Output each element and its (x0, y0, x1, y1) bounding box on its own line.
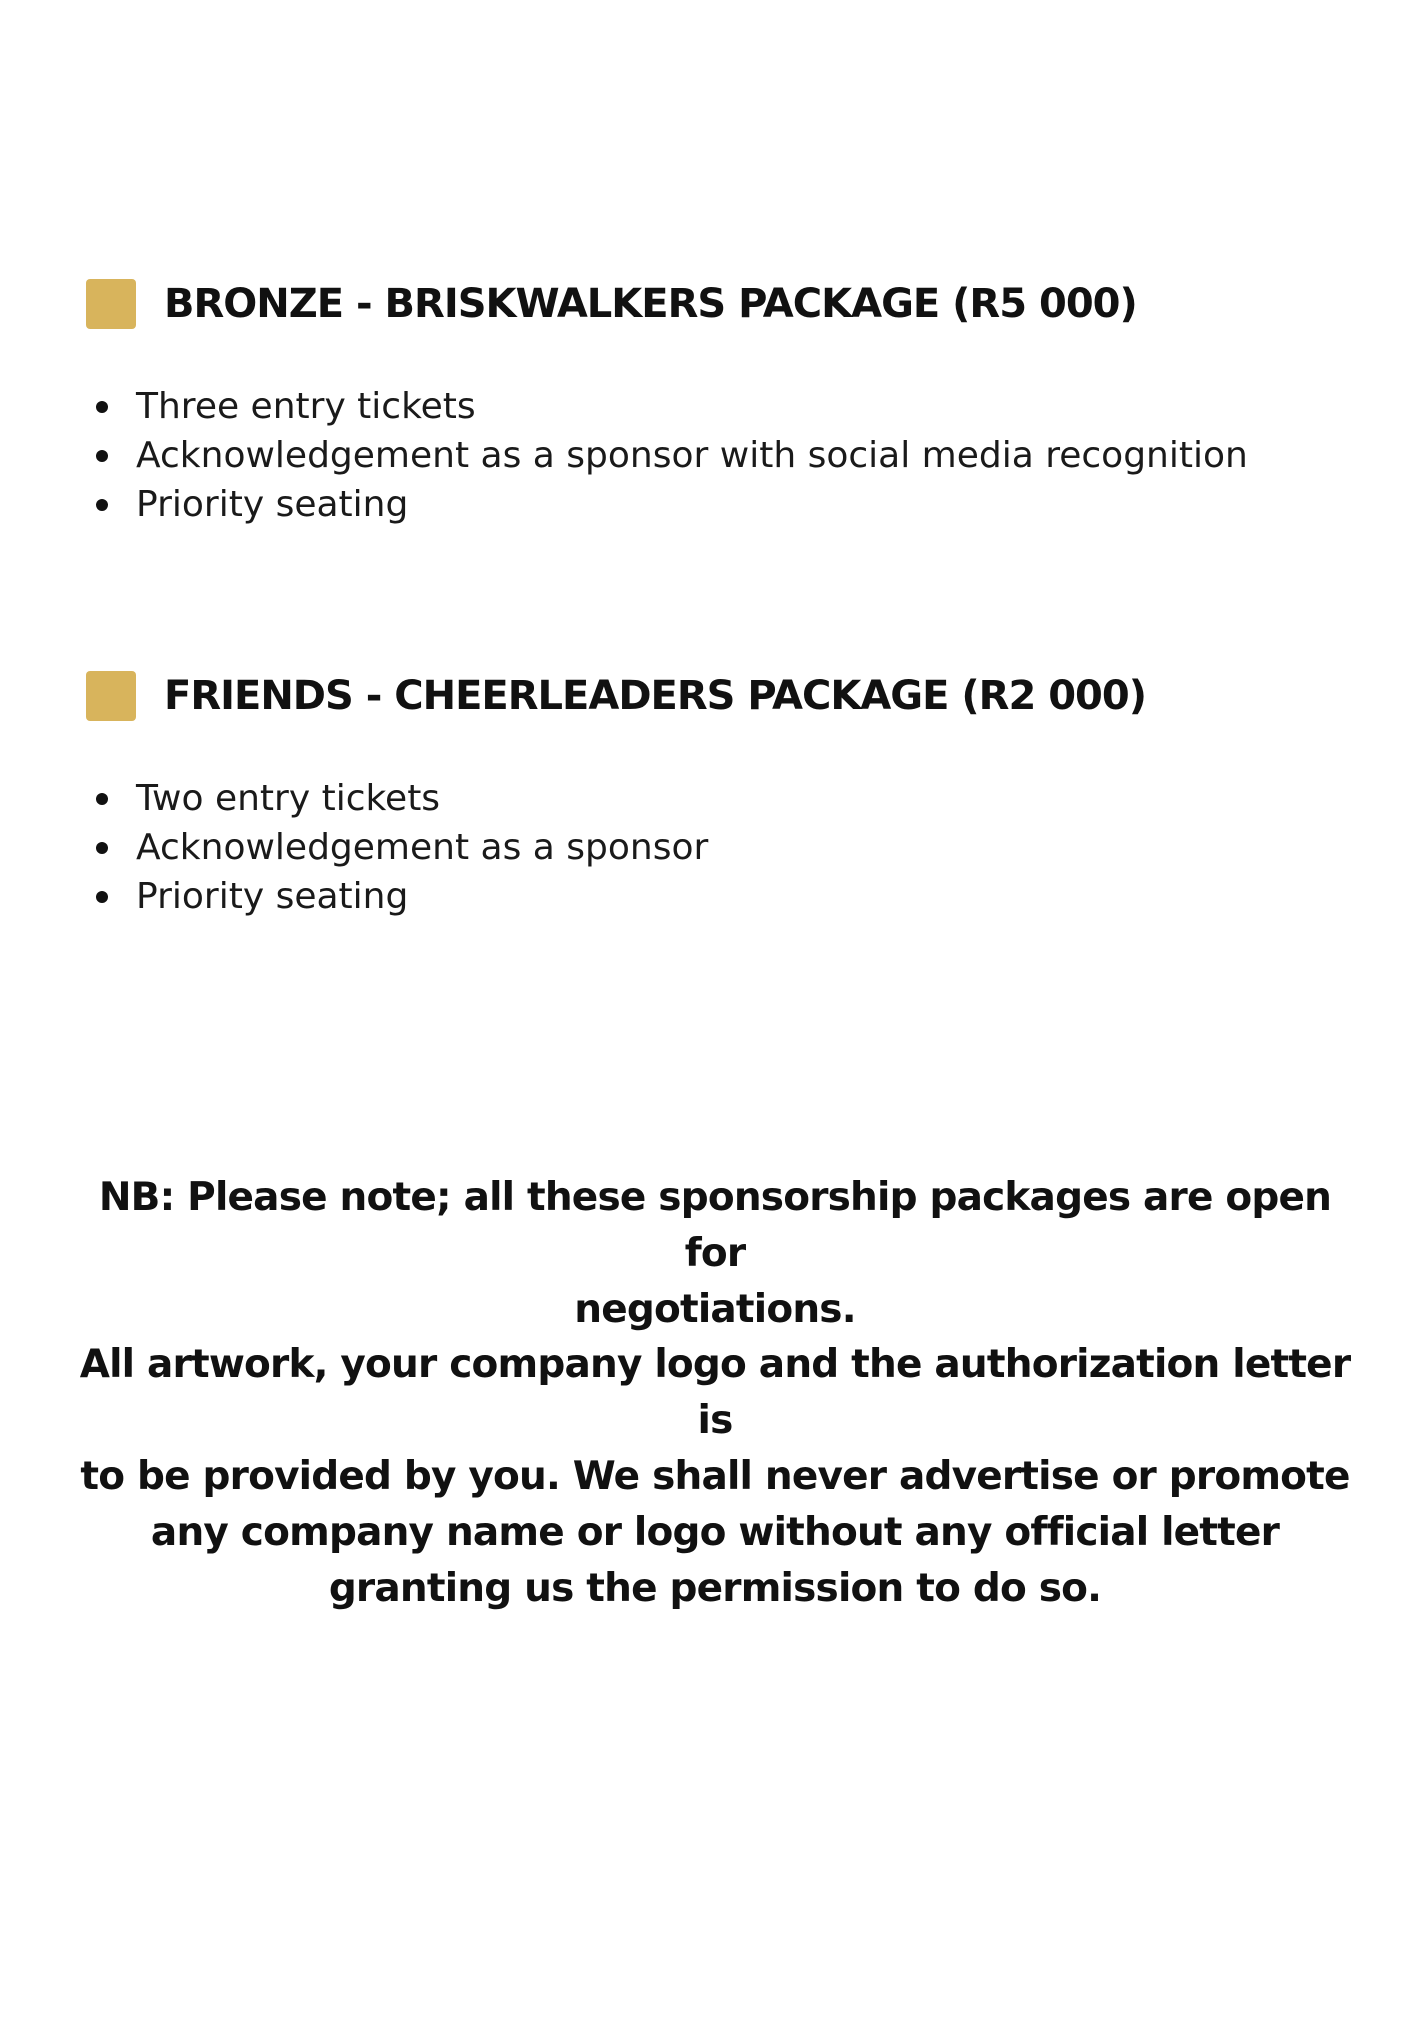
negotiation-note (70, 1170, 1360, 1338)
bronze-square-icon (86, 279, 136, 329)
bronze-benefits-list (86, 382, 1336, 529)
list-item (86, 823, 1336, 872)
note-line: any company name or logo without any official letter (150, 1510, 1280, 1555)
note-line: NB: Please note; all these sponsorship packages are open for (98, 1175, 1332, 1276)
friends-square-icon (86, 671, 136, 721)
bronze-package-title: BRONZE - BRISKWALKERS PACKAGE (R5 000) (164, 281, 1137, 327)
list-item (86, 431, 1336, 480)
benefit-text: Priority seating (136, 876, 409, 917)
list-item (86, 382, 1336, 431)
note-line: granting us the permission to do so. (328, 1566, 1102, 1611)
note-line: negotiations. (574, 1287, 856, 1332)
bullet-icon (96, 401, 108, 413)
friends-package-title: FRIENDS - CHEERLEADERS PACKAGE (R2 000) (164, 673, 1146, 719)
list-item (86, 480, 1336, 529)
benefit-text: Three entry tickets (136, 386, 476, 427)
bullet-icon (96, 499, 108, 511)
benefit-text: Two entry tickets (136, 778, 441, 819)
friends-benefits-list (86, 774, 1336, 921)
bullet-icon (96, 842, 108, 854)
bullet-icon (96, 450, 108, 462)
list-item (86, 872, 1336, 921)
bullet-icon (96, 891, 108, 903)
list-item (86, 774, 1336, 823)
benefit-text: Acknowledgement as a sponsor with social media recognition (136, 435, 1248, 476)
bullet-icon (96, 793, 108, 805)
benefit-text: Priority seating (136, 484, 409, 525)
friends-package (86, 669, 1336, 921)
note-line: All artwork, your company logo and the authorization letter is (79, 1342, 1351, 1443)
benefit-text: Acknowledgement as a sponsor (136, 827, 709, 868)
friends-package-heading (86, 669, 1336, 723)
note-line: to be provided by you. We shall never advertise or promote (80, 1454, 1350, 1499)
artwork-note (70, 1337, 1360, 1617)
bronze-package-heading (86, 277, 1336, 331)
bronze-package (86, 277, 1336, 529)
